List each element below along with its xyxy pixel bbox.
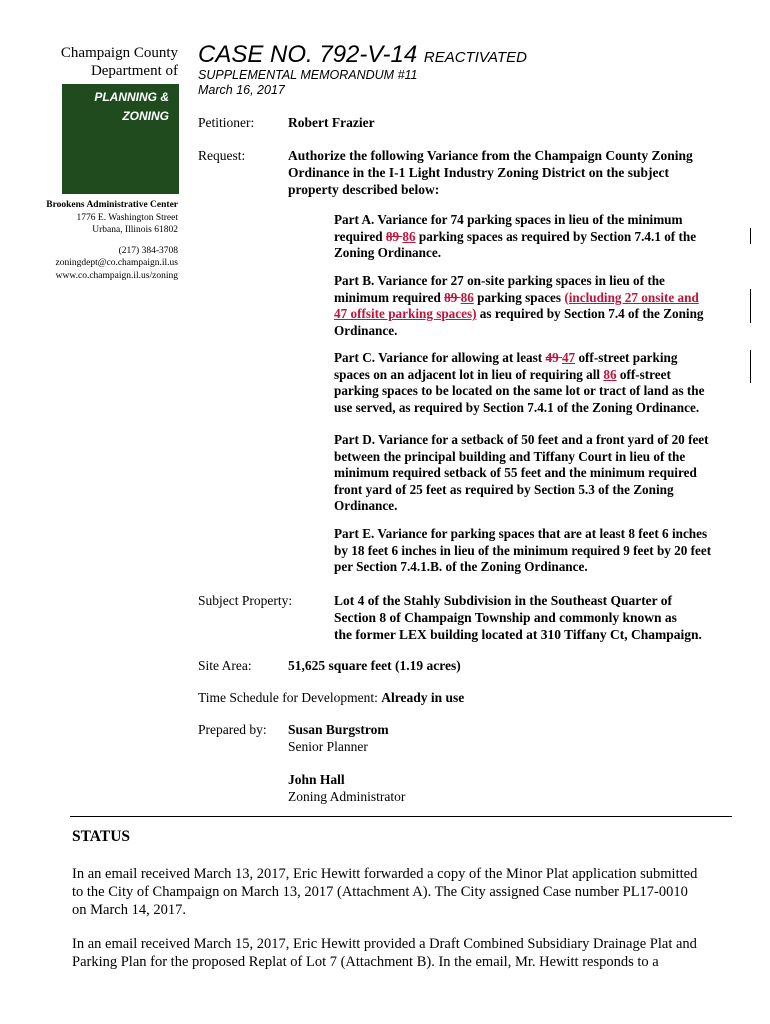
deleted-text: 89 (444, 289, 461, 305)
memo-header (198, 68, 418, 98)
inserted-text: 86 (460, 289, 474, 305)
site-area-label: Site Area: (198, 658, 252, 673)
part-c: Part C. Variance for allowing at least 49 47 off-street parking spaces on an adjacent lot in lieu of requiring all 86 off-street parking spaces to be located on the same lot or tract of land as the use served, as required by Section 7.4.1 of the Zoning Ordinance. (334, 350, 705, 415)
inserted-text: 47 offsite parking spaces) (334, 306, 477, 321)
section-divider (70, 816, 732, 817)
deleted-text: 89 (385, 228, 403, 244)
address-name: Brookens Administrative Center (46, 200, 178, 210)
preparer-name: Susan Burgstrom (288, 722, 389, 737)
status-paragraph-2: In an email received March 15, 2017, Eric Hewitt provided a Draft Combined Subsidiary Drainage Plat and Parking Plan for the proposed Replat of Lot 7 (Attachment B). In the email, Mr. Hewitt responds to a (72, 936, 697, 970)
inserted-text: 86 (402, 228, 416, 244)
address-city: Urbana, Illinois 61802 (92, 225, 178, 235)
request-text: Authorize the following Variance from the Champaign County Zoning Ordinance in the I-1 Light Industry Zoning District on the subject property described below: (288, 148, 693, 197)
case-number: CASE NO. 792-V-14 (198, 41, 418, 68)
preparer-title: Senior Planner (288, 739, 368, 754)
contact-address (20, 199, 178, 282)
request-label: Request: (198, 148, 246, 163)
change-bar (750, 228, 751, 244)
subject-property-value: Lot 4 of the Stahly Subdivision in the Southeast Quarter of Section 8 of Champaign Township and commonly known as the former LEX building located at 310 Tiffany Ct, Champaign. (334, 593, 702, 642)
change-bar (750, 350, 751, 383)
memo-title: SUPPLEMENTAL MEMORANDUM #11 (198, 68, 418, 82)
part-b: Part B. Variance for 27 on-site parking spaces in lieu of the minimum required 89 86 parking spaces (including 27 onsite and 47 offsite parking spaces) as required by Section 7.4 of the Zoning Ordinance. (334, 273, 704, 338)
petitioner-value: Robert Frazier (288, 115, 375, 130)
change-bar (750, 289, 751, 323)
inserted-text: 86 (603, 366, 617, 382)
dept-line-2: Department of (90, 63, 178, 79)
time-schedule (198, 689, 464, 706)
dept-line-1: Champaign County (60, 45, 178, 61)
time-schedule-value: Already in use (381, 690, 465, 705)
part-e: Part E. Variance for parking spaces that are at least 8 feet 6 inches by 18 feet 6 inches in lieu of the minimum required 9 feet by 20 feet per Section 7.4.1.B. of the Zoning Ordinance. (334, 526, 712, 574)
department-name (30, 44, 178, 80)
logo-line-2: ZONING (122, 109, 169, 123)
planning-zoning-logo (62, 84, 179, 194)
inserted-text: 47 (561, 350, 576, 365)
prepared-by-label: Prepared by: (198, 722, 267, 737)
preparer-name: John Hall (288, 772, 345, 787)
status-paragraph-1: In an email received March 13, 2017, Eric Hewitt forwarded a copy of the Minor Plat application submitted to the City of Champaign on March 13, 2017 (Attachment A). The City assigned Case number PL17-0010 on March 14, 2017. (72, 866, 698, 918)
email: zoningdept@co.champaign.il.us (55, 258, 178, 268)
part-d: Part D. Variance for a setback of 50 feet and a front yard of 20 feet between the principal building and Tiffany Court in lieu of the minimum required setback of 55 feet and the minimum required front yard of 25 feet as required by Section 5.3 of the Zoning Ordinance. (334, 432, 709, 513)
case-status: REACTIVATED (423, 49, 527, 66)
site-area-value: 51,625 square feet (1.19 acres) (288, 658, 461, 673)
address-street: 1776 E. Washington Street (76, 212, 178, 223)
inserted-text: (including 27 onsite and (564, 289, 699, 305)
preparer-2 (288, 771, 405, 805)
preparer-1 (288, 721, 389, 755)
phone: (217) 384-3708 (118, 245, 178, 256)
logo-line-1: PLANNING & (94, 90, 169, 104)
petitioner-label: Petitioner: (198, 115, 255, 130)
memo-date: March 16, 2017 (198, 83, 285, 97)
website: www.co.champaign.il.us/zoning (55, 270, 178, 281)
preparer-title: Zoning Administrator (288, 789, 406, 804)
deleted-text: 49 (545, 350, 562, 365)
subject-property-label: Subject Property: (198, 593, 293, 608)
part-a: Part A. Variance for 74 parking spaces in lieu of the minimum required 89 86 parking spaces as required by Section 7.4.1 of the Zoning Ordinance. (334, 212, 697, 260)
status-heading: STATUS (72, 828, 131, 845)
time-schedule-label: Time Schedule for Development: (198, 690, 382, 705)
